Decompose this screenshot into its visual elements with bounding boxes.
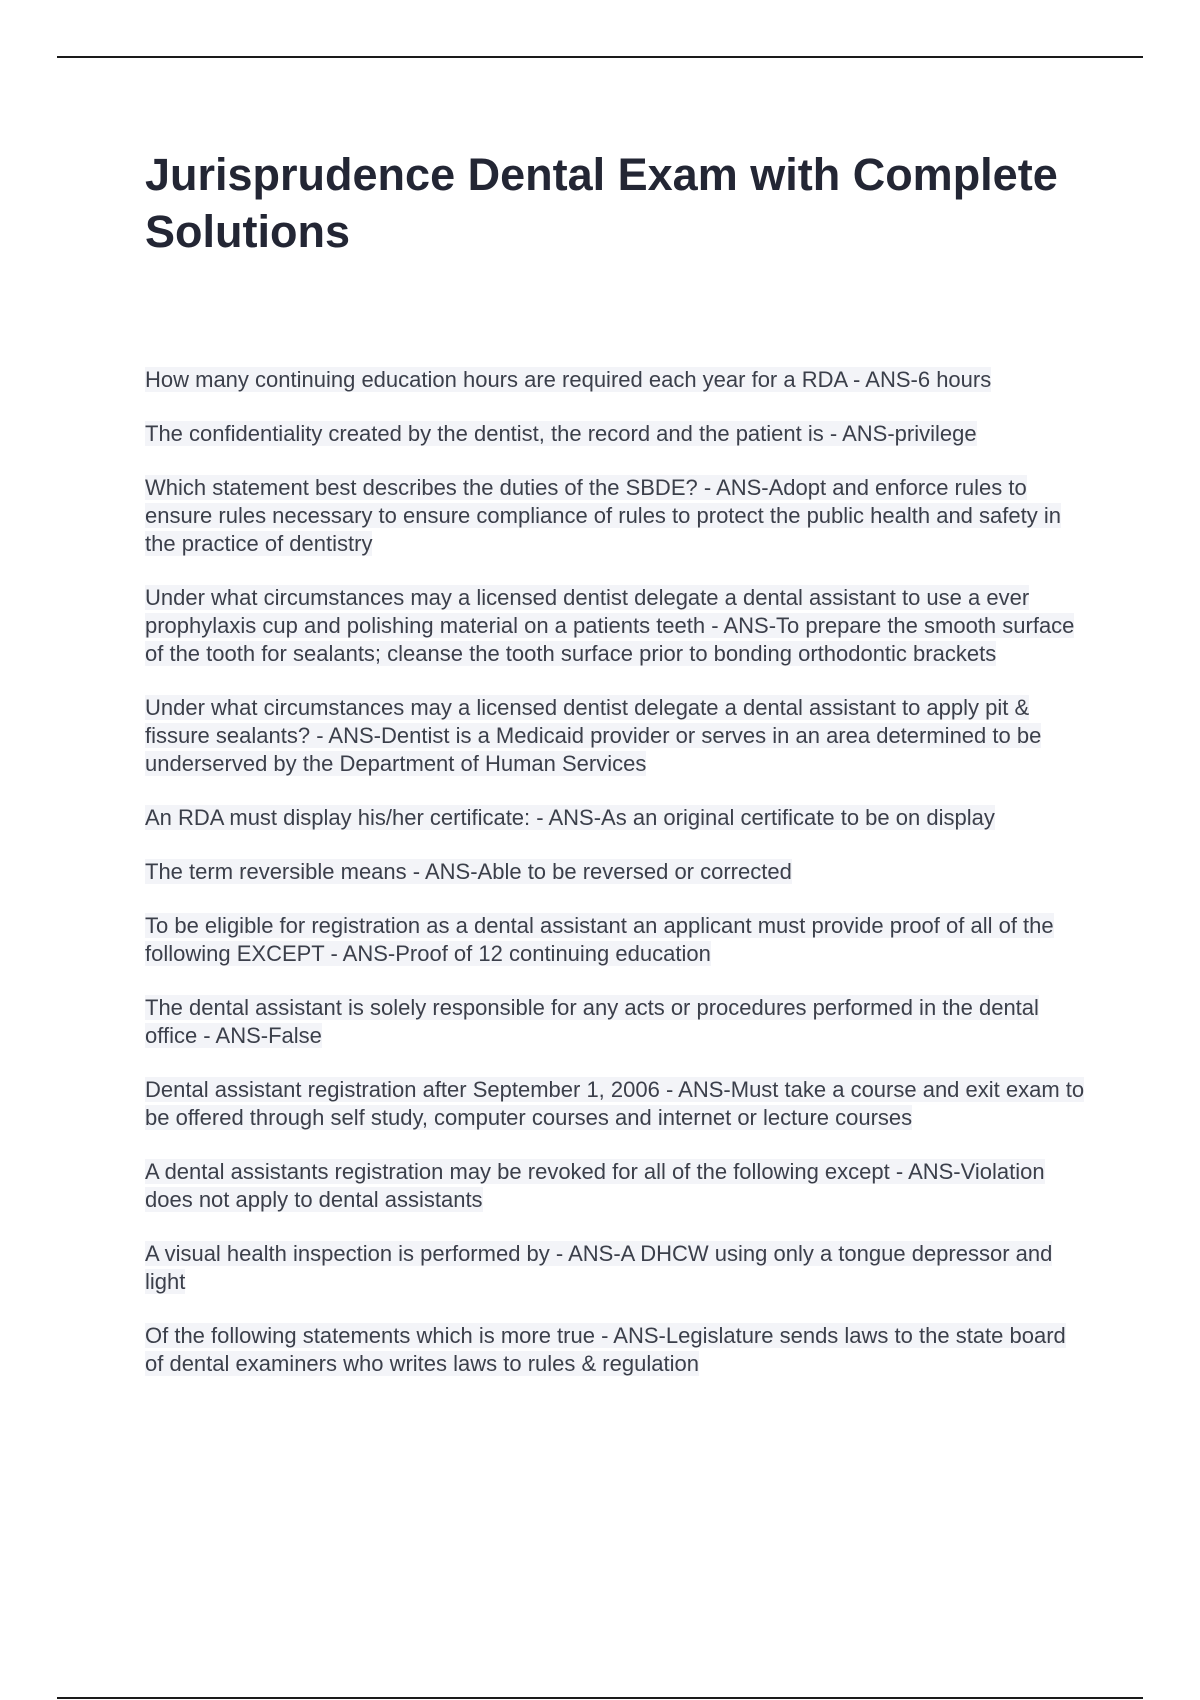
qa-text: How many continuing education hours are required each year for a RDA - ANS-6 hours <box>145 367 992 392</box>
qa-text: A visual health inspection is performed by - ANS-A DHCW using only a tongue depressor and light <box>145 1241 1053 1294</box>
qa-text: The confidentiality created by the dentist, the record and the patient is - ANS-privilege <box>145 421 977 446</box>
question-answer-list <box>145 366 1090 1404</box>
qa-item <box>145 420 1090 448</box>
qa-item <box>145 858 1090 886</box>
qa-item <box>145 1322 1090 1378</box>
bottom-divider <box>57 1697 1143 1699</box>
qa-item <box>145 474 1090 558</box>
document-title: Jurisprudence Dental Exam with Complete Solutions <box>145 149 1058 257</box>
qa-text: An RDA must display his/her certificate: - ANS-As an original certificate to be on display <box>145 805 995 830</box>
qa-text: To be eligible for registration as a dental assistant an applicant must provide proof of all of the following EXCEPT - ANS-Proof of 12 continuing education <box>145 913 1054 966</box>
qa-text: Which statement best describes the duties of the SBDE? - ANS-Adopt and enforce rules to ensure rules necessary to ensure compliance of rules to protect the public health and safety in the practice of dentistry <box>145 475 1061 556</box>
qa-text: A dental assistants registration may be revoked for all of the following except - ANS-Violation does not apply to dental assistants <box>145 1159 1045 1212</box>
qa-item <box>145 994 1090 1050</box>
qa-text: The term reversible means - ANS-Able to be reversed or corrected <box>145 859 792 884</box>
qa-item <box>145 366 1090 394</box>
qa-item <box>145 1076 1090 1132</box>
qa-item <box>145 804 1090 832</box>
qa-text: Under what circumstances may a licensed dentist delegate a dental assistant to apply pit & fissure sealants? - ANS-Dentist is a Medicaid provider or serves in an area determined to be underserved by the Department of Human Services <box>145 695 1042 776</box>
qa-item <box>145 694 1090 778</box>
qa-item <box>145 1240 1090 1296</box>
top-divider <box>57 56 1143 58</box>
qa-item <box>145 912 1090 968</box>
qa-item <box>145 1158 1090 1214</box>
qa-text: Under what circumstances may a licensed dentist delegate a dental assistant to use a ever prophylaxis cup and polishing material on a patients teeth - ANS-To prepare the smooth surface of the tooth for sealants; cleanse the tooth surface prior to bonding orthodontic brackets <box>145 585 1075 666</box>
qa-text: The dental assistant is solely responsible for any acts or procedures performed in the dental office - ANS-False <box>145 995 1039 1048</box>
qa-text: Of the following statements which is more true - ANS-Legislature sends laws to the state board of dental examiners who writes laws to rules & regulation <box>145 1323 1066 1376</box>
qa-item <box>145 584 1090 668</box>
qa-text: Dental assistant registration after September 1, 2006 - ANS-Must take a course and exit exam to be offered through self study, computer courses and internet or lecture courses <box>145 1077 1085 1130</box>
